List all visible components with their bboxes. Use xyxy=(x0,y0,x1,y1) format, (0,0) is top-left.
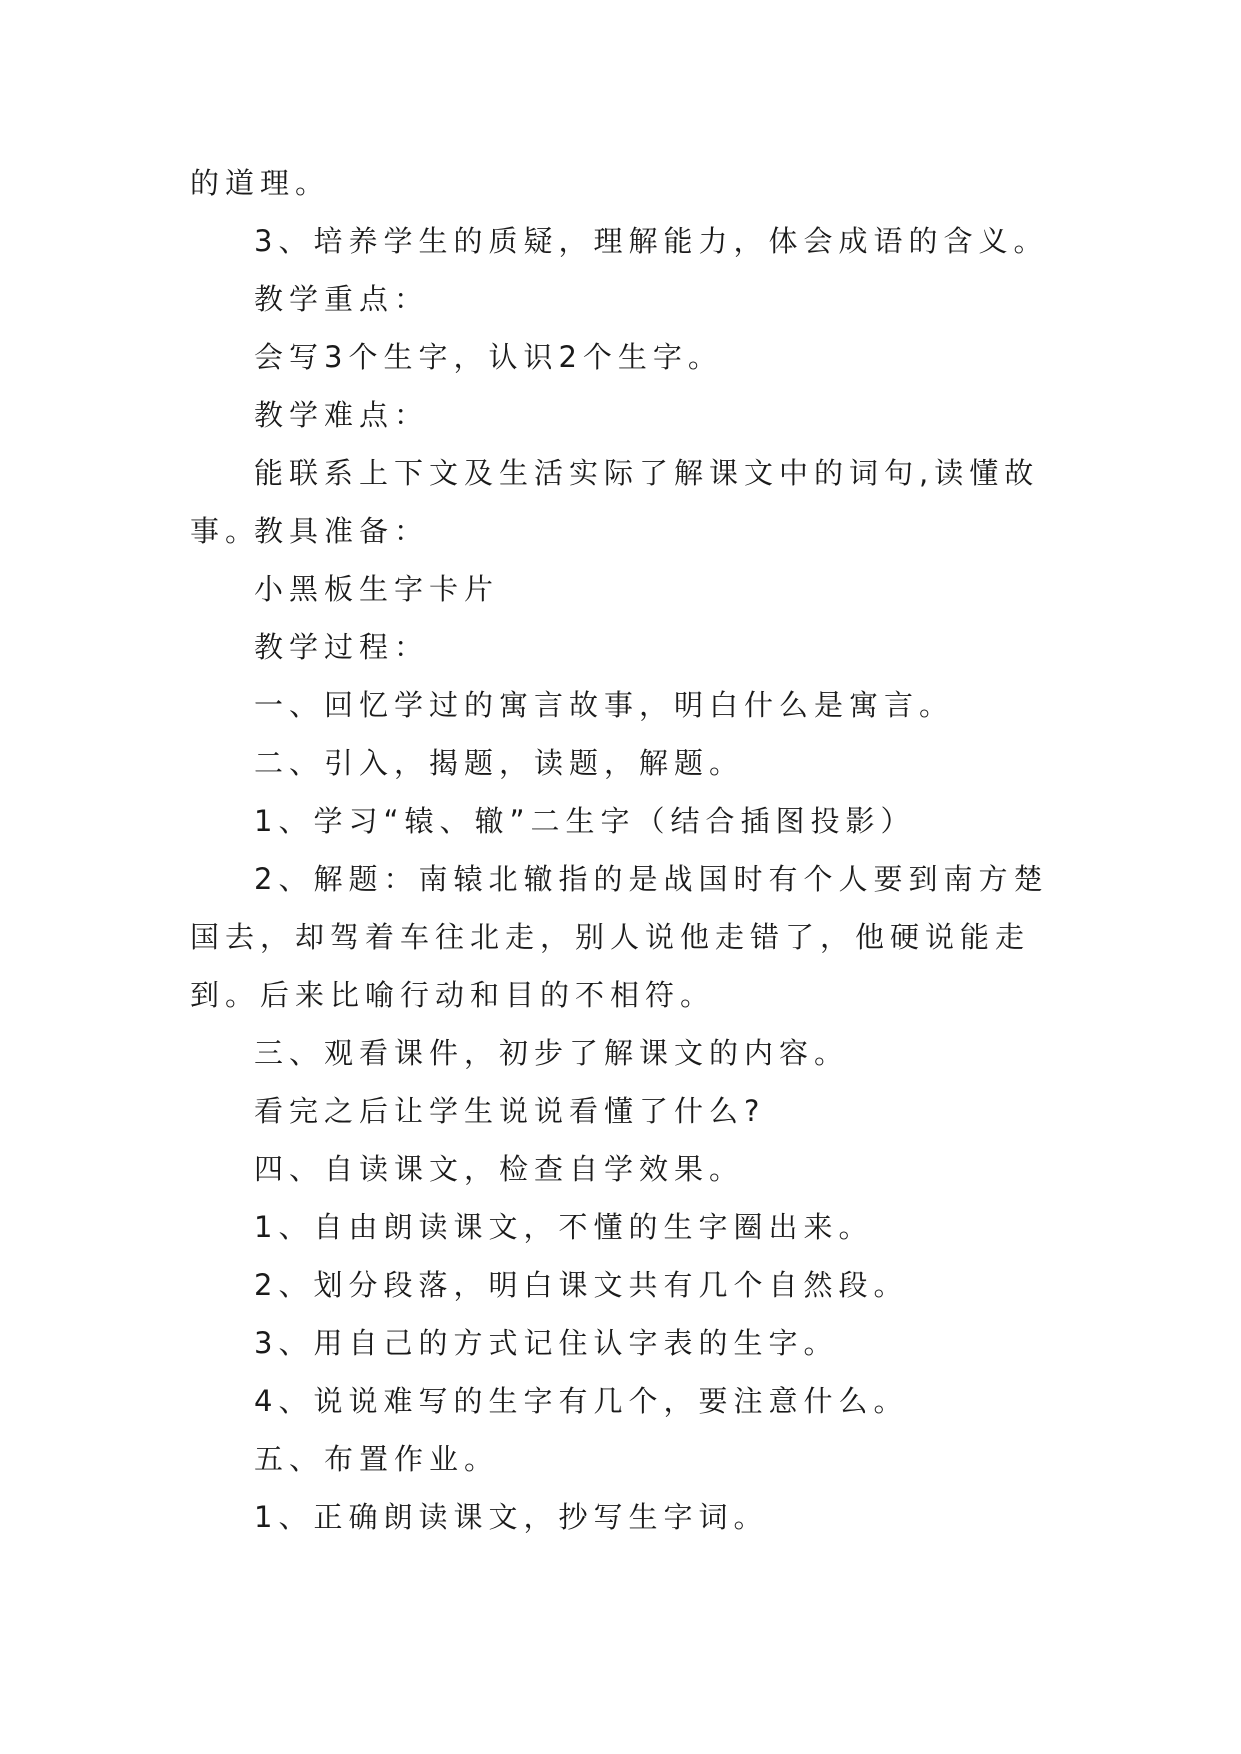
paragraph-objective-3: 3、培养学生的质疑，理解能力，体会成语的含义。 xyxy=(254,224,1049,258)
paragraph-step-2-item-2: 2、解题：南辕北辙指的是战国时有个人要到南方楚国去，却驾着车往北走，别人说他走错了，他硬说能走到。后来比喻行动和目的不相符。 xyxy=(190,862,1049,1012)
paragraph-teaching-focus: 会写3个生字，认识2个生字。 xyxy=(254,340,723,374)
heading-teaching-process: 教学过程： xyxy=(254,630,430,664)
paragraph-step-4-item-1: 1、自由朗读课文，不懂的生字圈出来。 xyxy=(254,1210,874,1244)
paragraph-step-4-item-3: 3、用自己的方式记住认字表的生字。 xyxy=(254,1326,839,1360)
heading-teaching-focus: 教学重点： xyxy=(254,282,430,316)
paragraph-continuation: 的道理。 xyxy=(190,166,331,200)
heading-teaching-aids: 教具准备： xyxy=(254,514,430,548)
paragraph-step-5: 五、布置作业。 xyxy=(254,1442,500,1476)
paragraph-step-3: 三、观看课件，初步了解课文的内容。 xyxy=(254,1036,850,1070)
paragraph-step-5-item-1: 1、正确朗读课文，抄写生字词。 xyxy=(254,1500,769,1534)
paragraph-step-3-detail: 看完之后让学生说说看懂了什么? xyxy=(254,1094,766,1128)
heading-teaching-difficulty: 教学难点： xyxy=(254,398,430,432)
paragraph-step-4-item-4: 4、说说难写的生字有几个，要注意什么。 xyxy=(254,1384,909,1418)
paragraph-step-2-item-1: 1、学习“辕、辙”二生字（结合插图投影） xyxy=(254,804,916,838)
paragraph-step-1: 一、回忆学过的寓言故事，明白什么是寓言。 xyxy=(254,688,955,722)
paragraph-step-2: 二、引入，揭题，读题，解题。 xyxy=(254,746,745,780)
paragraph-teaching-aids: 小黑板生字卡片 xyxy=(254,572,500,606)
paragraph-teaching-difficulty: 能联系上下文及生活实际了解课文中的词句,读懂故事。 xyxy=(190,456,1040,548)
paragraph-step-4-item-2: 2、划分段落，明白课文共有几个自然段。 xyxy=(254,1268,909,1302)
paragraph-step-4: 四、自读课文，检查自学效果。 xyxy=(254,1152,745,1186)
